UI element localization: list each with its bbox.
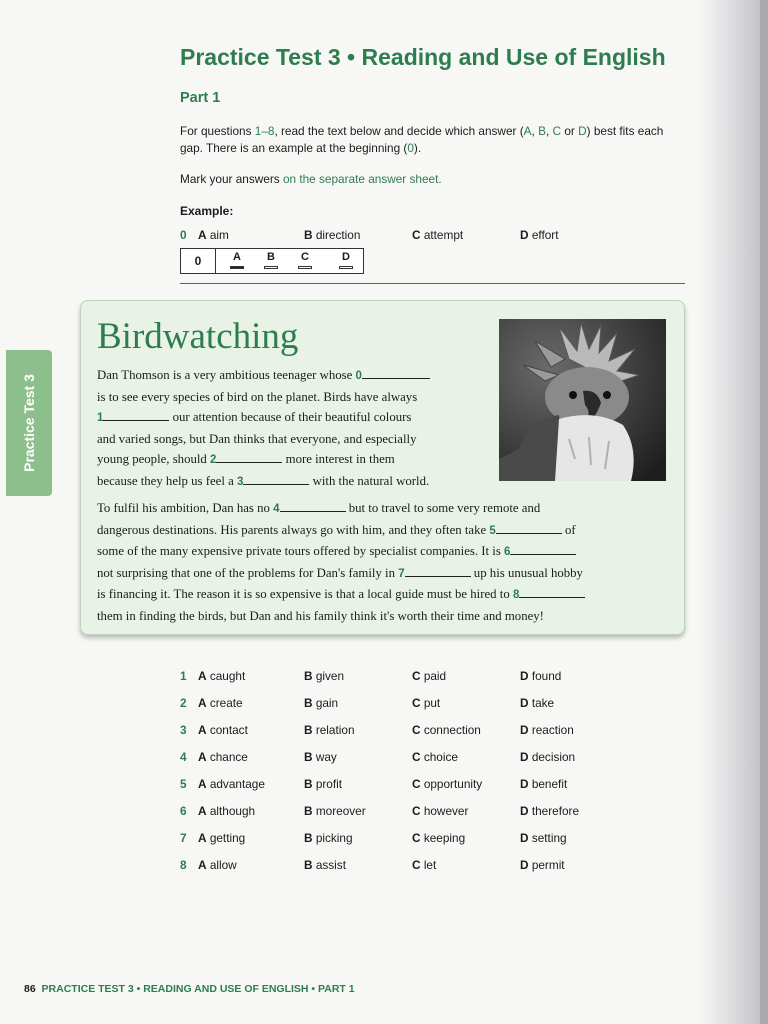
instr-sep: , [545, 124, 553, 138]
option-word: connection [423, 723, 481, 737]
option-word: direction [315, 228, 361, 242]
option-word: effort [531, 228, 559, 242]
option-letter: B [304, 858, 313, 872]
option-letter: D [520, 669, 529, 683]
instr-text: , read the text below and decide which answer ( [274, 124, 524, 138]
option-word: caught [209, 669, 246, 683]
option-word: decision [531, 750, 576, 764]
question-number: 3 [180, 723, 187, 737]
instructions [180, 123, 680, 157]
text-run: more interest in them [282, 452, 395, 467]
question-row [180, 777, 600, 795]
option-word: let [423, 858, 437, 872]
option-d [520, 696, 554, 710]
page-footer [24, 983, 355, 995]
instr-letter-a: A [523, 124, 532, 138]
gap-line [405, 566, 471, 577]
text-run: young people, should [97, 452, 211, 467]
gap-line [280, 501, 346, 512]
example-number: 0 [180, 228, 187, 242]
text-run: is to see every species of bird on the planet. Birds have always [97, 389, 418, 404]
option-word: profit [315, 777, 343, 791]
gap-number: 7 [398, 567, 405, 580]
text-run: To fulfil his ambition, Dan has no [97, 501, 274, 515]
option-a [198, 696, 243, 710]
option-word: contact [209, 723, 248, 737]
question-number: 5 [180, 777, 187, 791]
option-d [520, 228, 558, 242]
option-letter: A [198, 696, 207, 710]
example-box-number: 0 [181, 249, 216, 273]
option-letter: C [412, 669, 421, 683]
question-number: 8 [180, 858, 187, 872]
option-c [412, 777, 482, 791]
question-row [180, 723, 600, 741]
option-word: paid [423, 669, 447, 683]
option-word: however [423, 804, 469, 818]
option-word: gain [315, 696, 339, 710]
option-d [520, 858, 565, 872]
option-c [412, 228, 463, 242]
instr-text: ). [413, 141, 422, 155]
option-letter: A [198, 858, 207, 872]
page-edge-shadow [698, 0, 768, 1024]
option-word: chance [209, 750, 248, 764]
example-options [180, 228, 600, 246]
paragraph-1 [97, 365, 430, 493]
instr-text: ) best fits each gap. There is an example at the beginning ( [180, 124, 664, 155]
text-run: because they help us feel a [97, 473, 237, 488]
option-a [198, 669, 245, 683]
section-divider [180, 283, 685, 284]
question-row [180, 696, 600, 714]
question-number: 4 [180, 750, 187, 764]
question-row [180, 831, 600, 849]
option-d [520, 804, 579, 818]
option-letter: A [198, 228, 207, 242]
option-letter: D [520, 696, 529, 710]
option-c [412, 804, 468, 818]
answer-letter-a: A [233, 251, 241, 263]
question-number: 2 [180, 696, 187, 710]
option-a [198, 831, 245, 845]
option-letter: B [304, 777, 313, 791]
mark-answers-lead: Mark your answers [180, 172, 283, 186]
option-c [412, 858, 436, 872]
option-letter: D [520, 831, 529, 845]
page-title: Practice Test 3 • Reading and Use of English [180, 44, 666, 70]
option-word: advantage [209, 777, 265, 791]
option-b [304, 777, 342, 791]
option-letter: C [412, 858, 421, 872]
text-run: some of the many expensive private tours offered by specialist companies. It is [97, 544, 505, 559]
question-row [180, 669, 600, 687]
option-word: choice [423, 750, 458, 764]
text-run: up his unusual hobby [470, 565, 583, 580]
instr-letter-c: C [552, 124, 562, 138]
option-b [304, 804, 366, 818]
answer-sheet-link: on the separate answer sheet. [282, 172, 442, 186]
option-letter: C [412, 723, 421, 737]
answer-mark [298, 266, 312, 269]
text-run: not surprising that one of the problems for Dan's family in [97, 565, 399, 580]
option-letter: A [198, 750, 207, 764]
option-letter: D [520, 228, 529, 242]
option-word: create [209, 696, 243, 710]
mark-answers-note [180, 172, 442, 186]
option-letter: A [198, 669, 207, 683]
option-d [520, 777, 567, 791]
option-letter: D [520, 750, 529, 764]
gap-line [519, 587, 585, 598]
text-run: them in finding the birds, but Dan and his family think it's worth their time and money! [97, 608, 544, 623]
gap-number: 8 [512, 589, 520, 602]
example-answer-box [180, 248, 364, 274]
gap-number: 2 [210, 454, 217, 467]
gap-number: 4 [273, 503, 280, 515]
option-letter: B [304, 696, 313, 710]
gap-number: 5 [489, 524, 496, 537]
option-letter: D [520, 777, 529, 791]
part-heading: Part 1 [180, 90, 221, 106]
option-b [304, 669, 344, 683]
answer-mark [264, 266, 278, 269]
option-letter: A [198, 804, 207, 818]
text-run: dangerous destinations. His parents always go with him, and they often take [97, 522, 490, 537]
answer-letter-b: B [267, 251, 275, 263]
side-tab-label: Practice Test 3 [21, 374, 37, 472]
option-word: allow [209, 858, 237, 872]
option-word: reaction [531, 723, 574, 737]
option-word: take [531, 696, 555, 710]
option-d [520, 750, 575, 764]
option-b [304, 750, 337, 764]
gap-line [496, 523, 562, 534]
question-number: 6 [180, 804, 187, 818]
option-letter: B [304, 831, 313, 845]
option-c [412, 831, 465, 845]
eagle-illustration [499, 319, 666, 481]
option-letter: D [520, 858, 529, 872]
gap-number: 1 [97, 412, 104, 425]
question-row [180, 750, 600, 768]
option-a [198, 858, 237, 872]
answer-mark-filled [230, 266, 244, 269]
paragraph-2 [97, 498, 672, 627]
option-d [520, 669, 561, 683]
example-label: Example: [180, 204, 234, 218]
text-run: Dan Thomson is a very ambitious teenager whose [97, 368, 356, 382]
option-word: relation [315, 723, 355, 737]
side-tab [6, 350, 52, 496]
answer-letter-c: C [301, 251, 309, 263]
option-word: setting [531, 831, 567, 845]
answer-letter-d: D [342, 251, 350, 263]
option-c [412, 696, 440, 710]
question-row [180, 804, 600, 822]
option-word: keeping [423, 831, 466, 845]
option-word: assist [315, 858, 346, 872]
option-word: given [315, 669, 345, 683]
instr-range: 1–8 [254, 124, 275, 138]
article-box [80, 300, 685, 635]
gap-line [362, 368, 430, 379]
option-letter: B [304, 228, 313, 242]
option-letter: A [198, 831, 207, 845]
question-row [180, 858, 600, 876]
question-number: 7 [180, 831, 187, 845]
option-letter: B [304, 723, 313, 737]
option-a [198, 804, 255, 818]
option-word: attempt [423, 228, 464, 242]
gap-number: 3 [237, 475, 244, 488]
page-number: 86 [24, 983, 36, 995]
option-letter: B [304, 669, 313, 683]
option-word: getting [209, 831, 246, 845]
option-letter: D [520, 804, 529, 818]
option-letter: A [198, 723, 207, 737]
option-letter: C [412, 696, 421, 710]
text-run: but to travel to some very remote and [345, 501, 541, 515]
option-word: therefore [531, 804, 580, 818]
option-a [198, 750, 248, 764]
instr-text: or [561, 124, 579, 138]
option-letter: A [198, 777, 207, 791]
gap-line [216, 452, 282, 463]
instr-letter-d: D [578, 124, 587, 138]
option-word: moreover [315, 804, 366, 818]
instr-example-num: 0 [407, 141, 414, 155]
option-letter: C [412, 228, 421, 242]
option-word: aim [209, 228, 229, 242]
answer-mark [339, 266, 353, 269]
gap-line [103, 410, 169, 421]
instr-letter-b: B [538, 124, 546, 138]
option-word: way [315, 750, 337, 764]
text-run: is financing it. The reason it is so expensive is that a local guide must be hired to [97, 587, 513, 602]
option-word: benefit [531, 777, 568, 791]
gap-number: 0 [355, 370, 362, 382]
option-letter: C [412, 777, 421, 791]
option-a [198, 723, 248, 737]
option-word: found [531, 669, 562, 683]
article-title: Birdwatching [97, 316, 299, 357]
option-b [304, 831, 353, 845]
instr-sep: , [531, 124, 539, 138]
option-c [412, 750, 458, 764]
option-a [198, 777, 265, 791]
gap-line [243, 474, 309, 485]
text-run: and varied songs, but Dan thinks that everyone, and especially [97, 431, 417, 446]
footer-text: PRACTICE TEST 3 • READING AND USE OF ENGLISH • PART 1 [41, 983, 355, 995]
question-number: 1 [180, 669, 187, 683]
option-word: put [423, 696, 441, 710]
option-letter: B [304, 750, 313, 764]
option-word: permit [531, 858, 565, 872]
text-run: our attention because of their beautiful colours [169, 410, 412, 425]
option-word: although [209, 804, 256, 818]
text-run: with the natural world. [309, 473, 430, 488]
text-run: of [561, 522, 576, 537]
option-letter: C [412, 804, 421, 818]
option-a [198, 228, 229, 242]
option-word: picking [315, 831, 353, 845]
option-d [520, 831, 567, 845]
option-letter: C [412, 831, 421, 845]
option-letter: C [412, 750, 421, 764]
option-b [304, 696, 338, 710]
option-b [304, 858, 346, 872]
eagle-photo [499, 319, 666, 481]
option-word: opportunity [423, 777, 483, 791]
option-b [304, 723, 355, 737]
instr-text: For questions [180, 124, 255, 138]
option-letter: D [520, 723, 529, 737]
option-c [412, 723, 481, 737]
option-letter: B [304, 804, 313, 818]
gap-number: 6 [504, 546, 511, 559]
gap-line [510, 544, 576, 555]
option-d [520, 723, 574, 737]
option-b [304, 228, 360, 242]
option-c [412, 669, 446, 683]
page-edge [760, 0, 768, 1024]
